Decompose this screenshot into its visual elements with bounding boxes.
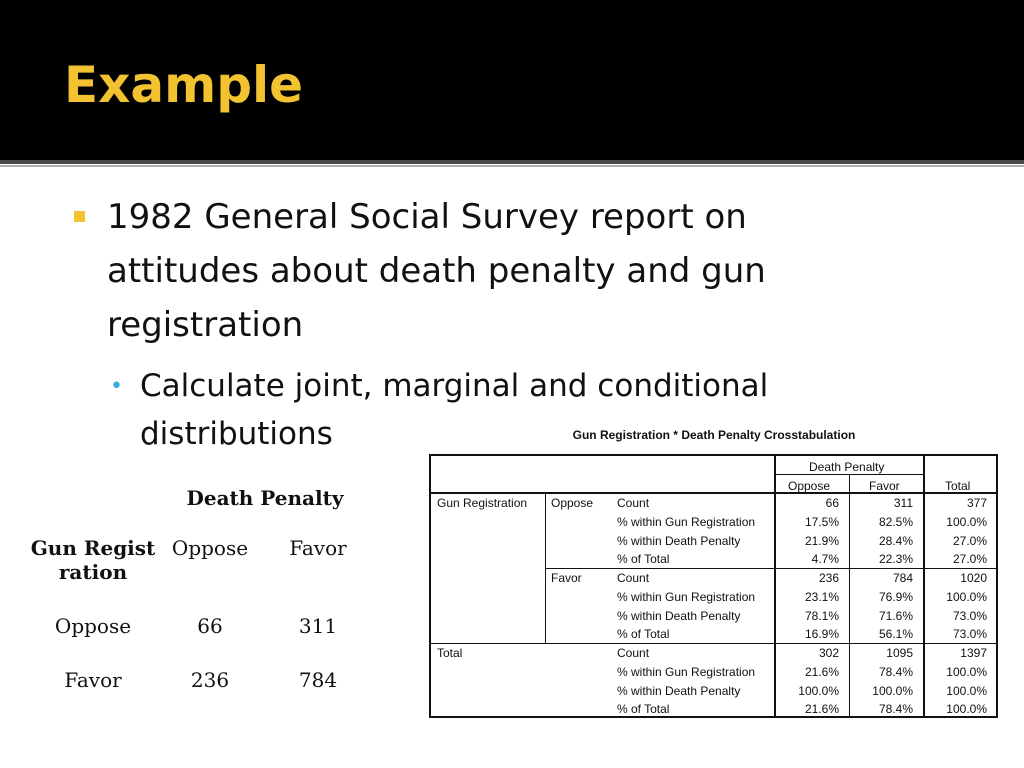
crosstab-cell: 73.0%	[952, 627, 987, 641]
crosstab-cell: 21.6%	[804, 665, 839, 679]
crosstab-cell: 71.6%	[878, 609, 913, 623]
crosstab-stat: % within Death Penalty	[617, 684, 741, 698]
simple-col-group-header: Death Penalty	[186, 486, 344, 510]
crosstab-cell: 784	[892, 571, 913, 585]
crosstab-cell: 22.3%	[878, 552, 913, 566]
crosstab-cell: 21.9%	[804, 534, 839, 548]
simple-col-favor: Favor	[289, 536, 347, 560]
crosstab-cell: 17.5%	[804, 515, 839, 529]
simple-cell: 784	[298, 668, 338, 692]
crosstab-table	[429, 454, 998, 718]
crosstab-cell: 4.7%	[811, 552, 839, 566]
crosstab-cell: 100.0%	[798, 684, 839, 698]
crosstab-cell: 100.0%	[872, 684, 913, 698]
crosstab-stat: % of Total	[617, 702, 670, 716]
bullet-text-sub: Calculate joint, marginal and conditional distributions	[140, 368, 769, 452]
crosstab-stat: % within Death Penalty	[617, 609, 741, 623]
crosstab-col-favor: Favor	[869, 479, 900, 493]
crosstab-stat: Count	[617, 646, 650, 660]
crosstab-col-oppose: Oppose	[788, 479, 831, 493]
simple-row-header: Gun Registration	[30, 536, 156, 584]
crosstab-cell: 78.1%	[804, 609, 839, 623]
crosstab-divider	[545, 493, 546, 568]
square-bullet-icon	[74, 211, 85, 222]
simple-col-oppose: Oppose	[171, 536, 249, 560]
crosstab-cell: 76.9%	[878, 590, 913, 604]
crosstab-cell: 28.4%	[878, 534, 913, 548]
crosstab-cell: 1020	[960, 571, 987, 585]
simple-cell: 311	[298, 614, 338, 638]
crosstab-cell: 66	[825, 496, 839, 510]
crosstab-stat: % of Total	[617, 627, 670, 641]
bullet-text-main: 1982 General Social Survey report on attitudes about death penalty and gun registration	[107, 197, 766, 345]
crosstab-stat: % within Gun Registration	[617, 515, 756, 529]
crosstab-group-label: Favor	[551, 571, 582, 585]
crosstab-cell: 100.0%	[946, 665, 987, 679]
crosstab-col-total: Total	[945, 479, 971, 493]
crosstab-cell: 377	[966, 496, 987, 510]
crosstab-cell: 16.9%	[804, 627, 839, 641]
crosstab-row-var: Gun Registration	[437, 496, 528, 510]
crosstab-group-label: Total	[437, 646, 463, 660]
crosstab-divider	[431, 492, 996, 494]
crosstab-cell: 100.0%	[946, 515, 987, 529]
crosstab-divider	[775, 474, 923, 475]
crosstab-cell: 56.1%	[878, 627, 913, 641]
crosstab-cell: 100.0%	[946, 684, 987, 698]
crosstab-stat: % of Total	[617, 552, 670, 566]
crosstab-stat: Count	[617, 496, 650, 510]
crosstab-cell: 100.0%	[946, 590, 987, 604]
crosstab-stat: % within Gun Registration	[617, 665, 756, 679]
simple-cell: 236	[190, 668, 230, 692]
crosstab-cell: 1397	[960, 646, 987, 660]
crosstab-cell: 100.0%	[946, 702, 987, 716]
crosstab-cell: 302	[818, 646, 839, 660]
crosstab-cell: 73.0%	[952, 609, 987, 623]
crosstab-divider	[431, 643, 996, 644]
crosstab-group-label: Oppose	[551, 496, 594, 510]
crosstab-cell: 236	[818, 571, 839, 585]
crosstab-cell: 27.0%	[952, 534, 987, 548]
dot-bullet-icon: •	[110, 374, 123, 399]
crosstab-col-group: Death Penalty	[809, 460, 885, 474]
title-divider-dark	[0, 160, 1024, 164]
crosstab-stat: % within Gun Registration	[617, 590, 756, 604]
crosstab-cell: 82.5%	[878, 515, 913, 529]
crosstab-title: Gun Registration * Death Penalty Crosstabulation	[572, 428, 856, 442]
crosstab-cell: 1095	[886, 646, 913, 660]
crosstab-divider	[849, 474, 850, 718]
crosstab-stat: Count	[617, 571, 650, 585]
crosstab-divider	[545, 568, 996, 569]
crosstab-cell: 23.1%	[804, 590, 839, 604]
crosstab-cell: 311	[893, 496, 913, 510]
crosstab-cell: 27.0%	[952, 552, 987, 566]
crosstab-cell: 78.4%	[878, 702, 913, 716]
crosstab-divider	[545, 568, 546, 643]
simple-cell: 66	[197, 614, 223, 638]
slide-title: Example	[64, 56, 304, 114]
crosstab-stat: % within Death Penalty	[617, 534, 741, 548]
simple-row-label: Favor	[64, 668, 122, 692]
title-divider-light	[0, 165, 1024, 167]
simple-row-label: Oppose	[54, 614, 132, 638]
crosstab-cell: 21.6%	[804, 702, 839, 716]
crosstab-cell: 78.4%	[878, 665, 913, 679]
